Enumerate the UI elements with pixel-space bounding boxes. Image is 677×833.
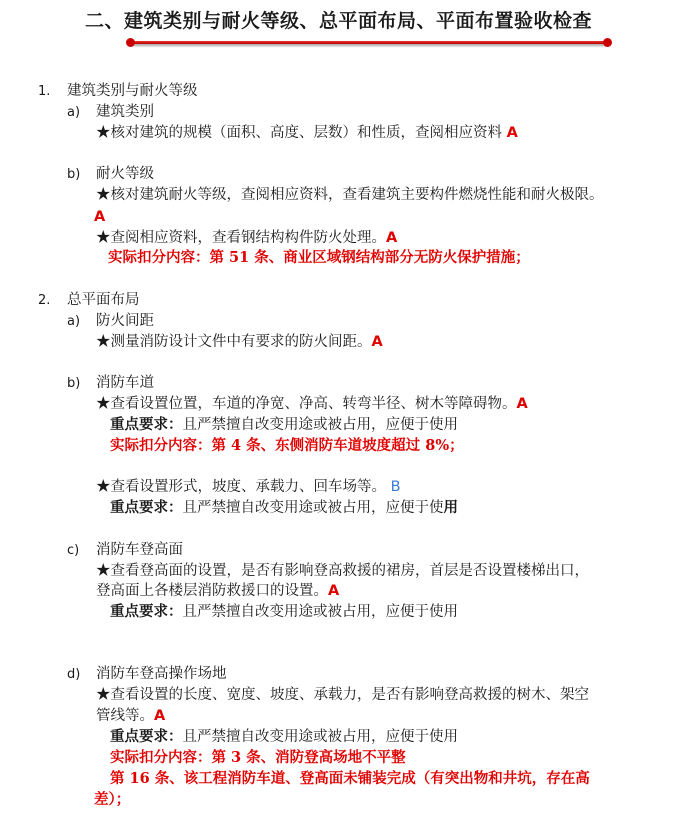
s2c-item1-line1: ★查看登高面的设置，是否有影响登高救援的裙房，首层是否设置楼梯出口， <box>96 563 589 579</box>
grade-badge: A <box>371 334 383 350</box>
grade-badge: A <box>516 396 528 412</box>
s2d-item1-line1: ★查看设置的长度、宽度、坡度、承载力，是否有影响登高救援的树木、架空 <box>96 687 589 703</box>
section-1-heading: 建筑类别与耐火等级 <box>67 83 198 99</box>
s1b-item2: ★查阅相应资料，查看钢结构构件防火处理。A <box>96 230 398 246</box>
underline-right-dot <box>603 38 612 47</box>
s2d-deduction1: 实际扣分内容：第 3 条、消防登高场地不平整 <box>110 749 406 766</box>
s2d-item1-line2: 管线等。A <box>96 708 166 724</box>
s2d-deduction2-line1: 第 16 条、该工程消防车道、登高面未铺装完成（有突出物和井坑，存在高 <box>110 770 590 787</box>
s2b-heading: 消防车道 <box>96 375 154 391</box>
grade-badge: A <box>328 583 340 599</box>
s1b-heading: 耐火等级 <box>96 166 154 182</box>
s1a-heading: 建筑类别 <box>96 104 154 120</box>
s2c-key: 重点要求：且严禁擅自改变用途或被占用，应便于使用 <box>110 603 458 620</box>
s1b-label: b) <box>67 167 81 182</box>
s2a-item1: ★测量消防设计文件中有要求的防火间距。A <box>96 334 383 350</box>
s2b-deduction: 实际扣分内容：第 4 条、东侧消防车道坡度超过 8%； <box>110 437 464 454</box>
s2b-label: b) <box>67 376 81 391</box>
s2b-item1: ★查看设置位置，车道的净宽、净高、转弯半径、树木等障碍物。A <box>96 396 528 412</box>
s2c-item1-line2: 登高面上各楼层消防救援口的设置。A <box>96 583 340 599</box>
grade-badge: A <box>154 708 166 724</box>
s2b-key2: 重点要求：且严禁擅自改变用途或被占用，应便于使用 <box>110 499 458 516</box>
grade-badge: A <box>506 125 518 141</box>
s2d-heading: 消防车登高操作场地 <box>96 666 227 682</box>
s2c-heading: 消防车登高面 <box>96 542 183 558</box>
s2a-label: a) <box>67 314 81 329</box>
s2d-key: 重点要求：且严禁擅自改变用途或被占用，应便于使用 <box>110 728 458 745</box>
grade-badge: A <box>386 230 398 246</box>
s1b-item1-grade: A <box>94 209 106 225</box>
section-2-number: 2. <box>38 293 51 308</box>
s2a-heading: 防火间距 <box>96 313 154 329</box>
s1a-label: a) <box>67 105 81 120</box>
s1b-deduction: 实际扣分内容：第 51 条、商业区域钢结构部分无防火保护措施； <box>108 249 530 266</box>
s1a-item1: ★核对建筑的规模（面积、高度、层数）和性质，查阅相应资料 A <box>96 125 518 141</box>
s2d-deduction2-line2: 差）； <box>94 791 131 808</box>
underline-left-dot <box>126 38 135 47</box>
s1b-item1: ★核对建筑耐火等级，查阅相应资料，查看建筑主要构件燃烧性能和耐火极限。 <box>96 187 604 203</box>
s2d-label: d) <box>67 667 81 682</box>
page-title: 二、建筑类别与耐火等级、总平面布局、平面布置验收检查 <box>84 10 592 32</box>
section-1-number: 1. <box>38 84 51 99</box>
s2b-key1: 重点要求：且严禁擅自改变用途或被占用，应便于使用 <box>110 416 458 433</box>
title-underline <box>130 41 608 44</box>
grade-badge: B <box>390 479 401 495</box>
s2b-item2: ★查看设置形式，坡度、承载力、回车场等。 B <box>96 479 401 495</box>
s2c-label: c) <box>67 543 80 558</box>
section-2-heading: 总平面布局 <box>67 292 140 308</box>
